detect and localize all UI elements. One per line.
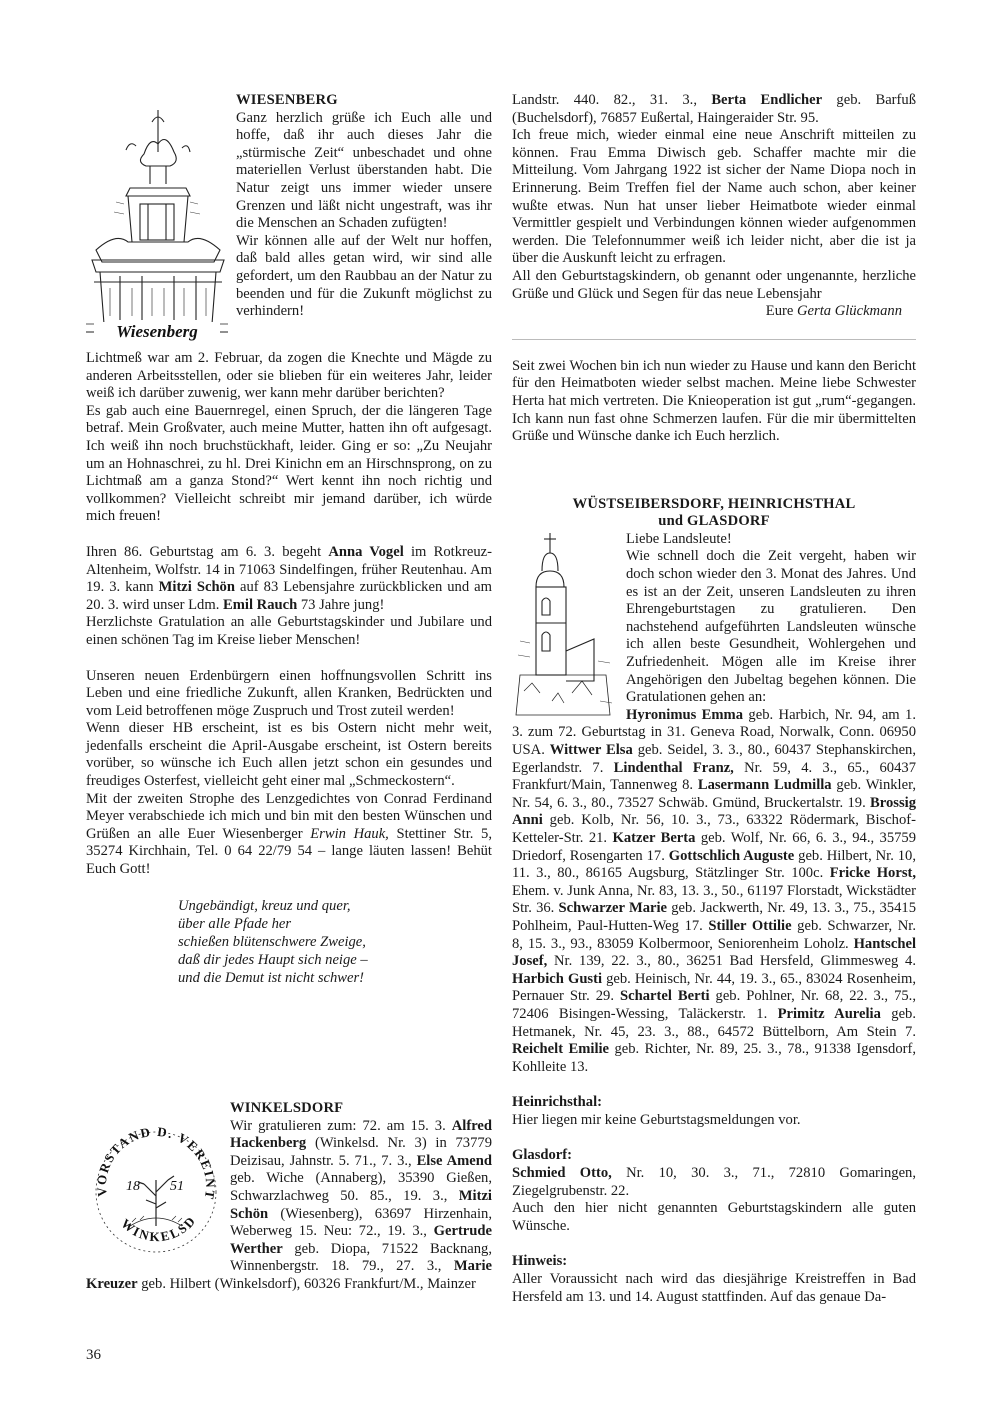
winkelsdorf-new-address-paragraph: Ich freue mich, wieder einmal eine neue Anschrift mitteilen zu können. Frau Emma Diwisch geb. Schaffer machte mir die Mitteilung. Vom Jahrgang 1922 ist sicher der Name Diopa noch in Erinnerung. Beim Treffen fiel der Name auch schon, aber keiner wußte etwas. Nun hat unser lieber Heimatbote wieder einmal Vermittler gespielt und Verbindungen können wieder aufgenommen werden. Die Telefonnummer weiß ich leider nicht, aber die ist ja über die Auskunft leicht zu erfragen.	[512, 127, 916, 267]
person-name: Marie Kreuzer	[86, 1258, 492, 1292]
person-name: Stiller Ottilie	[708, 917, 792, 934]
text-run: geb. Winkler, Nr. 54, 6. 3., 80., 73527 Schwäb. Gmünd, Bruckertalstr. 19.	[512, 777, 917, 811]
svg-text:VORSTAND D. VEREINT. GEMEINDE	[86, 1100, 218, 1201]
left-column	[86, 92, 492, 987]
text-run: Landstr. 440. 82., 31. 3.,	[512, 92, 712, 108]
person-name: Schmied Otto,	[512, 1165, 612, 1182]
person-name: Schartel Berti	[620, 988, 710, 1005]
text-run: geb. Richter, Nr. 89, 25. 3., 78., 91338 Igensdorf, Kohlleite 13.	[512, 1041, 916, 1075]
poem-line: und die Demut ist nicht schwer!	[178, 969, 365, 986]
person-name: Wittwer Elsa	[549, 742, 633, 758]
church-tower-illustration	[512, 531, 618, 719]
text-run: geb. Hilbert (Winkelsdorf), 60326 Frankfurt/M., Mainzer	[137, 1275, 476, 1292]
hinweis-heading: Hinweis:	[512, 1253, 568, 1270]
text-run: geb. Wolf, Nr. 66, 6. 3., 94., 35759 Driedorf, Rosengarten 17.	[512, 829, 917, 864]
poem-line: daß dir jedes Haupt sich neige –	[178, 951, 368, 968]
wuestseibersdorf-birthday-list	[512, 707, 916, 1076]
glasdorf-birthday-list	[512, 1165, 916, 1200]
wiesenberg-heading: WIESENBERG	[236, 92, 338, 108]
person-name: Primitz Aurelia	[777, 1005, 881, 1022]
wiesenberg-birthdays	[86, 544, 492, 614]
author-name: Erwin Hauk,	[310, 825, 389, 842]
person-name: Brossig Anni	[512, 794, 916, 829]
wiesenberg-bauernregel-paragraph: Es gab auch eine Bauernregel, einen Spruch, der die längeren Tage betraf. Mein Großvater, auch meine Mutter, hatten ihn oft aufgesagt. Ich weiß ihn noch bruchstückhaft, leider. Ging er so: „Zu Neujahr um an Hohnaschrei, zu hl. Drei Kinichn em an Hirschnsprong, on zu Lichtmaß am a ganza Stond?“ Wert kennt ihn noch richtig und vollkommen? Vielleicht schreibt mir jemand darüber, ich würde mich freuen!	[86, 402, 492, 525]
text-run: geb. Kolb, Nr. 56, 10. 3., 73., 63322 Rödermark, Bischof-Ketteler-Str. 21.	[512, 812, 916, 846]
person-name: Hantschel Josef,	[512, 935, 916, 970]
text-run: geb. Pohlner, Nr. 68, 22. 3., 75., 72406 Bisingen-Wessing, Taläckerstr. 1.	[512, 988, 916, 1022]
church-icon	[512, 531, 618, 719]
heinrichsthal-text: Hier liegen mir keine Geburtstagsmeldungen vor.	[512, 1111, 801, 1128]
person-name: Mitzi Schön	[158, 579, 235, 596]
text-run: geb. Hilbert, Nr. 10, 11. 3., 80., 86165 Augsburg, Stätzlinger Str. 100c.	[512, 847, 916, 882]
person-name: Hyronimus Emma	[626, 706, 744, 723]
hinweis-text: Aller Voraussicht nach wird das diesjährige Kreistreffen in Bad Hersfeld am 13. und 14. August stattfinden. Auf das genaue Da-	[512, 1271, 916, 1305]
person-name: Lasermann Ludmilla	[697, 777, 832, 794]
text-run: geb. Jackwerth, Nr. 49, 13. 3., 75., 35415 Pohlheim, Paul-Hutten-Weg 17.	[512, 900, 916, 934]
glasdorf-text: Auch den hier nicht genannten Geburtstagskindern alle guten Wünsche.	[512, 1200, 916, 1234]
winkelsdorf-heading: WINKELSDORF	[230, 1100, 344, 1116]
wuestseibersdorf-heading-line2: und GLASDORF	[658, 513, 770, 530]
page-number: 36	[86, 1347, 101, 1363]
text-run: (Wiesenberg), 63697 Hirzenhain, Weberweg 15. Neu: 72., 19. 3.,	[230, 1205, 492, 1240]
wiesenberg-newborn-paragraph: Unseren neuen Erdenbürgern einen hoffnungsvollen Schritt ins Leben und eine friedliche Zukunft, allen Kranken, Bedrückten und vom Leid betroffenen möge Zuspruch und Trost zuteil werden!	[86, 667, 492, 719]
seal-year-right: 51	[170, 1179, 184, 1194]
person-name: Fricke Horst,	[829, 865, 917, 882]
wuestseibersdorf-greeting: Liebe Landsleute!	[626, 530, 732, 547]
fountain-icon	[86, 92, 228, 344]
text-run: Stettiner Str. 5, 35274 Kirchhain, Tel. 0 64 22/79 54 – lange läuten lassen! Behüt Euch Gott!	[86, 825, 492, 878]
poem-line: schießen blütenschwere Zweige,	[178, 933, 366, 950]
person-name: Else Amend	[416, 1152, 492, 1169]
person-name: Katzer Berta	[612, 829, 696, 846]
signoff-name: Gerta Glückmann	[797, 303, 902, 320]
text-run: Nr. 139, 22. 3., 80., 36251 Bad Hersfeld, Glimmesweg 4.	[547, 953, 916, 970]
person-name: Lindenthal Franz,	[613, 759, 734, 776]
text-run: (Winkelsd. Nr. 3) in 73779 Deizisau, Jahnstr. 5. 71., 7. 3.,	[230, 1135, 492, 1169]
glasdorf-heading: Glasdorf:	[512, 1147, 572, 1164]
text-run: Mit der zweiten Strophe des Lenzgedichtes von Conrad Ferdinand Meyer verabschiede ich mich und bin mit den besten Wünschen und Grüßen an alle Euer Wiesenberger	[86, 790, 492, 842]
seal-bottom-text: WINKELSD	[118, 1212, 200, 1245]
person-name: Gertrude Werther	[230, 1223, 492, 1257]
winkelsdorf-continuation	[512, 92, 916, 127]
lenzgedicht-poem	[178, 897, 492, 987]
section-divider	[512, 321, 916, 340]
text-run: geb. Wiche (Annaberg), 35390 Gießen, Schwarzlachweg 50. 85., 19. 3.,	[230, 1170, 492, 1204]
winkelsdorf-section	[86, 1100, 492, 1294]
winkelsdorf-seal	[86, 1100, 224, 1272]
poem-line: Ungebändigt, kreuz und quer,	[178, 897, 351, 914]
text-run: geb. Schwarzer, Nr. 8, 15. 3., 93., 83059 Kolbermoor, Seniorenheim Loholz.	[512, 917, 916, 952]
wiesenberg-illustration-caption: Wiesenberg	[116, 322, 198, 341]
wuestseibersdorf-intro: Wie schnell doch die Zeit vergeht, haben wir doch schon wieder den 3. Monat des Jahres. Und es ist an der Zeit, unseren Landsleuten zu ihren Ehrengeburtstagen zu gratulieren. Den nachstehend aufgeführten Landsleuten wünsche ich allen beste Gesundheit, Wohlergehen und Zufriedenheit. Mögen alle im Kreise ihrer Angehörigen den Jubeltag begehen können. Die Gratulationen gehen an:	[626, 548, 916, 706]
person-name: Emil Rauch	[223, 596, 298, 613]
seal-top-text: VORSTAND D. VEREINT	[93, 1123, 219, 1201]
wiesenberg-easter-paragraph: Wenn dieser HB erscheint, ist es bis Ostern nicht mehr weit, jedenfalls erscheint die April-Ausgabe erscheint, ist Ostern bereits vorüber, so wünsche ich Euch allen jetzt schon ein gesundes und freudiges Osterfest, vielleicht geht einer mal „Schmeckostern“.	[86, 720, 492, 790]
person-name: Gottschlich Auguste	[668, 847, 795, 864]
text-run: geb. Heinisch, Nr. 44, 19. 3., 65., 83024 Rosenheim, Pernauer Str. 29.	[512, 970, 916, 1005]
text-run: 73 Jahre jung!	[297, 596, 385, 613]
wiesenberg-congratulations: Herzlichste Gratulation an alle Geburtstagskinder und Jubilare und einen schönen Tag im Kreise lieber Menschen!	[86, 614, 492, 648]
person-name: Berta Endlicher	[711, 92, 823, 108]
person-name: Reichelt Emilie	[512, 1041, 610, 1058]
text-run: geb. Diopa, 71522 Backnang, Winnenbergstr. 18. 79., 27. 3.,	[230, 1240, 492, 1275]
wuestseibersdorf-heading-line1: WÜSTSEIBERSDORF, HEINRICHSTHAL	[572, 495, 856, 512]
wiesenberg-intro: Ganz herzlich grüße ich Euch alle und hoffe, daß ihr auch dieses Jahr die „stürmische Zeit“ unbeschadet und ohne materiellen Verlust überstanden habt. Die Natur zeigt uns immer wieder unsere Grenzen und läßt nicht ungestraft, was ihr die Menschen an Schaden zufügten!	[236, 109, 492, 232]
wiesenberg-lichtmess-paragraph: Lichtmeß war am 2. Februar, da zogen die Knechte und Mägde zu anderen Arbeitsstellen, oder sie blieben für ein weiteres Jahr, leider weiß ich darüber zuwenig, wer kann mehr darüber berichten?	[86, 350, 492, 402]
wiesenberg-nature-paragraph: Wir können alle auf der Welt nur hoffen, daß bald alles getan wird, wir sind alle gefordert, um den Raubbau an der Natur zu beenden und für die Zukunft möglichst zu verhindern!	[236, 232, 492, 320]
text-run: im Rotkreuz-Altenheim, Wolfstr. 14 in 71063 Sindelfingen, früher Reutenhau. Am 19. 3. kann	[86, 543, 492, 596]
person-name: Schwarzer Marie	[558, 900, 668, 917]
text-run: Wir gratulieren zum: 72. am 15. 3.	[230, 1117, 452, 1134]
text-run: Nr. 10, 30. 3., 71., 72810 Gomaringen, Ziegelgrubenstr. 22.	[512, 1165, 916, 1199]
seal-icon	[86, 1100, 224, 1268]
seal-year-left: 18	[126, 1179, 140, 1194]
text-run: geb. Harbich, Nr. 94, am 1. 3. zum 72. Geburtstag in 31. Geneva Road, Norwalk, Conn. 06950 USA.	[512, 706, 916, 758]
winkelsdorf-greetings: All den Geburtstagskindern, ob genannt oder ungenannte, herzliche Grüße und Glück und Segen für das neue Lebensjahr	[512, 267, 916, 302]
text-run: Nr. 59, 4. 3., 65., 60437 Frankfurt/Main, Tannenweg 8.	[512, 759, 916, 794]
text-run: geb. Hetmanek, Nr. 45, 23. 3., 88., 64572 Büttelborn, Am Stein 7.	[512, 1005, 916, 1040]
text-run: geb. Barfuß (Buchelsdorf), 76857 Eußertal, Haingeraider Str. 95.	[512, 92, 916, 126]
person-name: Harbich Gusti	[512, 970, 603, 987]
text-run: geb. Seidel, 3. 3., 80., 60437 Stephanskirchen, Egerlandstr. 7.	[512, 742, 917, 776]
wiesenberg-farewell	[86, 791, 492, 879]
wiesenberg-fountain-illustration	[86, 92, 228, 344]
text-run: Ehem. v. Junk Anna, Nr. 83, 13. 3., 50., 61197 Florstadt, Wickstädter Str. 36.	[512, 882, 916, 917]
signoff-prefix: Eure	[765, 303, 794, 320]
text-run: auf 83 Lebensjahre zurückblicken und am 20. 3. wird unser Ldm.	[86, 579, 492, 613]
text-run: Ihren 86. Geburtstag am 6. 3. begeht	[86, 543, 329, 560]
heinrichsthal-heading: Heinrichsthal:	[512, 1094, 602, 1111]
winkelsdorf-signoff	[512, 303, 916, 321]
poem-line: über alle Pfade her	[178, 915, 292, 932]
person-name: Mitzi Schön	[230, 1187, 492, 1222]
right-column	[512, 92, 916, 1306]
person-name: Alfred Hackenberg	[230, 1117, 492, 1152]
winkelsdorf-health-paragraph: Seit zwei Wochen bin ich nun wieder zu Hause und kann den Bericht für den Heimatboten wieder selbst machen. Meine liebe Schwester Herta hat mich vertreten. Die Knieoperation ist gut „rum“-gegangen. Ich kann nun fast ohne Schmerzen laufen. Für die mir übermittelten Grüße und Wünsche danke ich Euch herzlich.	[512, 357, 916, 445]
person-name: Anna Vogel	[328, 543, 404, 560]
